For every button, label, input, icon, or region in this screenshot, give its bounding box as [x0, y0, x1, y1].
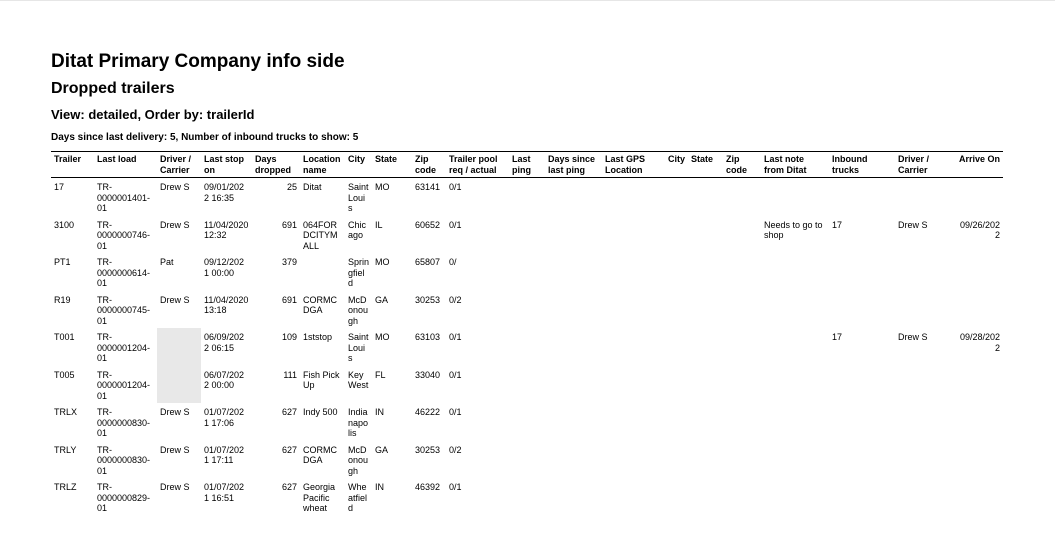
cell-gps-zip — [723, 291, 761, 329]
cell-last-load: TR-0000000746-01 — [97, 219, 151, 251]
column-header-arrive-on: Arrive On — [958, 154, 1000, 164]
column-header-last-load: Last load — [97, 154, 137, 164]
cell-driver: Drew S — [160, 444, 190, 455]
cell-last-stop-on: 09/12/2021 00:00 — [204, 257, 245, 278]
cell-last-load: TR-0000001204-01 — [97, 332, 151, 363]
column-header-days-since-ping: Days since last ping — [548, 154, 596, 175]
cell-gps-zip — [723, 441, 761, 479]
cell-arrive-on — [952, 478, 1003, 516]
cell-pool: 0/1 — [449, 482, 462, 492]
cell-inbound-driver — [895, 366, 952, 404]
cell-driver: Drew S — [160, 482, 190, 492]
cell-days-since-ping — [545, 366, 602, 404]
cell-arrive-on — [952, 291, 1003, 329]
column-header-driver: Driver / Carrier — [160, 154, 192, 175]
cell-days-dropped: 111 — [283, 369, 297, 380]
column-header-gps-city: City — [668, 154, 686, 164]
cell-trailer: PT1 — [54, 257, 71, 267]
cell-driver: Drew S — [160, 407, 190, 417]
cell-arrive-on — [952, 253, 1003, 291]
cell-zip: 60652 — [415, 219, 441, 230]
cell-trailer: TRLY — [54, 444, 77, 455]
cell-state: MO — [375, 182, 390, 192]
cell-gps-location — [602, 291, 665, 329]
cell-trailer: T005 — [54, 369, 75, 380]
cell-inbound-driver: Drew S — [898, 219, 928, 230]
cell-city: Chicago — [348, 219, 367, 240]
table-body — [51, 178, 1003, 516]
cell-last-ping — [509, 291, 545, 329]
cell-days-dropped: 25 — [286, 182, 297, 192]
cell-location-name — [300, 253, 345, 291]
cell-days-dropped: 627 — [281, 482, 297, 492]
cell-gps-city — [665, 216, 688, 254]
cell-arrive-on: 09/26/2022 — [959, 219, 1000, 240]
cell-last-ping — [509, 478, 545, 516]
cell-last-note — [761, 328, 829, 366]
cell-gps-city — [665, 178, 688, 216]
cell-gps-location — [602, 366, 665, 404]
cell-gps-state — [688, 178, 723, 216]
cell-location-name: Fish Pick Up — [303, 369, 340, 390]
cell-driver: Drew S — [160, 294, 190, 305]
cell-city: McDonough — [348, 444, 369, 476]
cell-last-load: TR-0000001204-01 — [97, 369, 151, 401]
cell-gps-city — [665, 403, 688, 441]
column-header-inbound: Inbound trucks — [832, 154, 868, 175]
cell-last-stop-on: 06/09/2022 06:15 — [204, 332, 245, 353]
table-row — [51, 216, 1003, 254]
report-title: Ditat Primary Company info side — [51, 51, 345, 72]
column-header-last-stop-on: Last stop on — [204, 154, 245, 175]
cell-location-name: CORMCDGA — [303, 294, 337, 315]
table-row — [51, 328, 1003, 366]
cell-state: GA — [375, 444, 389, 455]
report-subtitle: Dropped trailers — [51, 80, 175, 97]
cell-inbound-driver — [895, 253, 952, 291]
cell-gps-city — [665, 291, 688, 329]
cell-days-dropped: 691 — [281, 294, 297, 305]
table-row — [51, 178, 1003, 216]
cell-inbound: 17 — [832, 332, 843, 342]
cell-gps-state — [688, 441, 723, 479]
cell-days-dropped: 691 — [281, 219, 297, 230]
cell-arrive-on — [952, 178, 1003, 216]
dropped-trailers-table — [51, 151, 1003, 516]
cell-days-dropped: 627 — [281, 407, 297, 417]
cell-city: Indianapolis — [348, 407, 369, 438]
cell-state: IL — [375, 219, 383, 230]
cell-inbound — [829, 403, 895, 441]
cell-zip: 46222 — [415, 407, 441, 417]
cell-last-stop-on: 11/04/2020 12:32 — [204, 219, 249, 240]
cell-days-since-ping — [545, 328, 602, 366]
cell-days-dropped: 109 — [281, 332, 297, 342]
cell-inbound-driver — [895, 403, 952, 441]
cell-inbound — [829, 253, 895, 291]
cell-location-name: Indy 500 — [303, 407, 338, 417]
cell-gps-zip — [723, 216, 761, 254]
cell-arrive-on — [952, 366, 1003, 404]
cell-pool: 0/1 — [449, 369, 462, 380]
cell-city: Springfield — [348, 257, 370, 288]
cell-last-ping — [509, 403, 545, 441]
cell-state: IN — [375, 407, 384, 417]
cell-gps-zip — [723, 328, 761, 366]
cell-pool: 0/1 — [449, 182, 462, 192]
column-header-state: State — [375, 154, 398, 164]
cell-gps-zip — [723, 366, 761, 404]
cell-last-note — [761, 253, 829, 291]
cell-state: MO — [375, 257, 390, 267]
cell-zip: 46392 — [415, 482, 441, 492]
cell-gps-state — [688, 216, 723, 254]
cell-last-load: TR-0000000614-01 — [97, 257, 151, 288]
cell-last-stop-on: 01/07/2021 16:51 — [204, 482, 245, 503]
cell-inbound-driver: Drew S — [898, 332, 928, 342]
cell-days-since-ping — [545, 478, 602, 516]
cell-gps-state — [688, 291, 723, 329]
column-header-trailer: Trailer — [54, 154, 82, 164]
cell-state: FL — [375, 369, 386, 380]
cell-inbound — [829, 291, 895, 329]
cell-zip: 63103 — [415, 332, 441, 342]
cell-last-load: TR-0000000830-01 — [97, 407, 151, 438]
cell-days-dropped: 379 — [281, 257, 297, 267]
cell-gps-state — [688, 478, 723, 516]
cell-last-load: TR-0000000745-01 — [97, 294, 151, 326]
cell-gps-zip — [723, 253, 761, 291]
cell-zip: 65807 — [415, 257, 441, 267]
cell-city: Key West — [348, 369, 369, 390]
table-row — [51, 478, 1003, 516]
cell-pool: 0/1 — [449, 332, 462, 342]
cell-inbound — [829, 366, 895, 404]
column-header-location-name: Location name — [303, 154, 341, 175]
cell-last-ping — [509, 178, 545, 216]
cell-last-stop-on: 09/01/2022 16:35 — [204, 182, 245, 203]
cell-gps-location — [602, 441, 665, 479]
column-header-days-dropped: Days dropped — [255, 154, 291, 175]
cell-last-stop-on: 01/07/2021 17:11 — [204, 444, 245, 465]
cell-gps-zip — [723, 178, 761, 216]
cell-inbound-driver — [895, 441, 952, 479]
table-row — [51, 441, 1003, 479]
cell-last-load: TR-0000000830-01 — [97, 444, 151, 476]
cell-gps-zip — [723, 403, 761, 441]
cell-days-dropped: 627 — [281, 444, 297, 455]
cell-last-ping — [509, 216, 545, 254]
table-row — [51, 403, 1003, 441]
cell-driver: Drew S — [160, 182, 190, 192]
cell-last-note — [761, 178, 829, 216]
cell-days-since-ping — [545, 403, 602, 441]
cell-last-note — [761, 441, 829, 479]
cell-state: MO — [375, 332, 390, 342]
cell-inbound-driver — [895, 291, 952, 329]
cell-inbound-driver — [895, 478, 952, 516]
cell-days-since-ping — [545, 178, 602, 216]
cell-gps-state — [688, 253, 723, 291]
cell-last-stop-on: 06/07/2022 00:00 — [204, 369, 245, 390]
cell-driver — [157, 328, 201, 366]
column-header-city: City — [348, 154, 366, 164]
cell-pool: 0/1 — [449, 219, 462, 230]
redacted-block — [157, 366, 201, 400]
cell-gps-state — [688, 366, 723, 404]
column-header-last-ping: Last ping — [512, 154, 531, 175]
cell-location-name: CORMCDGA — [303, 444, 337, 465]
cell-gps-location — [602, 403, 665, 441]
cell-gps-location — [602, 178, 665, 216]
cell-last-note — [761, 366, 829, 404]
table-header-row — [51, 152, 1003, 178]
cell-gps-city — [665, 253, 688, 291]
cell-last-ping — [509, 366, 545, 404]
cell-pool: 0/1 — [449, 407, 462, 417]
redacted-block — [157, 328, 201, 362]
cell-location-name: 064FORDCITYMALL — [303, 219, 338, 251]
column-header-gps-location: Last GPS Location — [605, 154, 646, 175]
cell-trailer: TRLZ — [54, 482, 77, 492]
cell-last-stop-on: 11/04/2020 13:18 — [204, 294, 249, 315]
page-top-border — [0, 0, 1055, 1]
cell-pool: 0/ — [449, 257, 457, 267]
cell-gps-location — [602, 478, 665, 516]
cell-arrive-on: 09/28/2022 — [959, 332, 1000, 353]
cell-arrive-on — [952, 441, 1003, 479]
cell-last-ping — [509, 328, 545, 366]
cell-pool: 0/2 — [449, 444, 462, 455]
column-header-inbound-driver: Driver / Carrier — [898, 154, 930, 175]
cell-trailer: 17 — [54, 182, 65, 192]
cell-zip: 30253 — [415, 294, 441, 305]
cell-last-ping — [509, 441, 545, 479]
cell-gps-location — [602, 253, 665, 291]
cell-zip: 63141 — [415, 182, 441, 192]
cell-state: GA — [375, 294, 389, 305]
cell-city: McDonough — [348, 294, 369, 326]
cell-city: Saint Louis — [348, 332, 369, 363]
table-row — [51, 253, 1003, 291]
cell-inbound — [829, 178, 895, 216]
cell-last-note — [761, 291, 829, 329]
cell-trailer: R19 — [54, 294, 71, 305]
cell-last-load: TR-0000000829-01 — [97, 482, 151, 513]
cell-gps-city — [665, 366, 688, 404]
cell-arrive-on — [952, 403, 1003, 441]
cell-trailer: 3100 — [54, 219, 75, 230]
cell-driver: Drew S — [160, 219, 190, 230]
cell-last-load: TR-0000001401-01 — [97, 182, 151, 213]
cell-gps-state — [688, 328, 723, 366]
cell-zip: 30253 — [415, 444, 441, 455]
column-header-pool: Trailer pool req / actual — [449, 154, 498, 175]
cell-state: IN — [375, 482, 384, 492]
cell-gps-location — [602, 328, 665, 366]
cell-gps-state — [688, 403, 723, 441]
column-header-zip: Zip code — [415, 154, 437, 175]
report — [51, 50, 1003, 516]
cell-city: Saint Louis — [348, 182, 369, 213]
cell-gps-location — [602, 216, 665, 254]
cell-last-ping — [509, 253, 545, 291]
table-row — [51, 291, 1003, 329]
cell-inbound-driver — [895, 178, 952, 216]
cell-last-note — [761, 478, 829, 516]
column-header-gps-state: State — [691, 154, 714, 164]
cell-driver: Pat — [160, 257, 174, 267]
cell-inbound — [829, 478, 895, 516]
cell-zip: 33040 — [415, 369, 441, 380]
cell-gps-city — [665, 478, 688, 516]
report-params-line: Days since last delivery: 5, Number of inbound trucks to show: 5 — [51, 132, 359, 143]
cell-pool: 0/2 — [449, 294, 462, 305]
cell-location-name: Ditat — [303, 182, 322, 192]
cell-gps-city — [665, 328, 688, 366]
cell-location-name: 1ststop — [303, 332, 333, 342]
cell-city: Wheatfield — [348, 482, 368, 513]
cell-trailer: TRLX — [54, 407, 78, 417]
cell-trailer: T001 — [54, 332, 75, 342]
cell-location-name: Georgia Pacific wheat — [303, 482, 336, 513]
table-row — [51, 366, 1003, 404]
cell-days-since-ping — [545, 253, 602, 291]
cell-days-since-ping — [545, 441, 602, 479]
cell-gps-city — [665, 441, 688, 479]
cell-inbound: 17 — [832, 219, 843, 230]
column-header-last-note: Last note from Ditat — [764, 154, 807, 175]
cell-last-note: Needs to go to shop — [764, 219, 823, 240]
column-header-gps-zip: Zip code — [726, 154, 748, 175]
cell-last-stop-on: 01/07/2021 17:06 — [204, 407, 245, 428]
report-view-line: View: detailed, Order by: trailerId — [51, 107, 255, 122]
cell-gps-zip — [723, 478, 761, 516]
cell-driver — [157, 366, 201, 404]
cell-days-since-ping — [545, 216, 602, 254]
cell-inbound — [829, 441, 895, 479]
cell-days-since-ping — [545, 291, 602, 329]
cell-last-note — [761, 403, 829, 441]
